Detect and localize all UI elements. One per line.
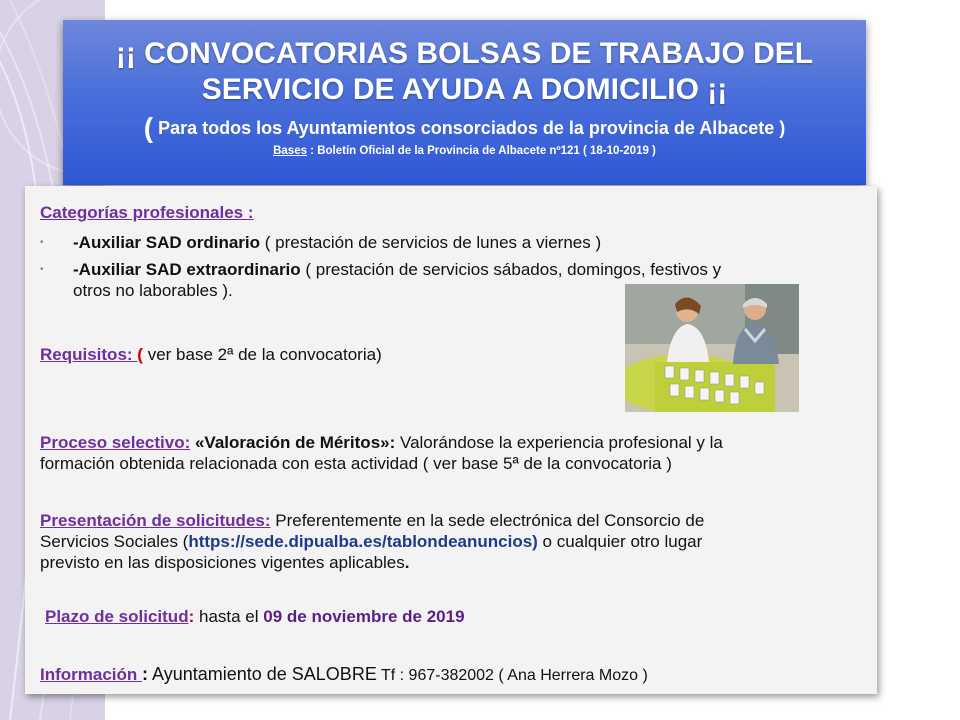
banner-title-line2: SERVICIO DE AYUDA A DOMICILIO ¡¡ xyxy=(201,73,728,106)
banner-subtitle xyxy=(63,112,866,144)
bullet-icon: • xyxy=(40,237,44,248)
bullet-icon: • xyxy=(40,264,44,275)
requisitos-label: Requisitos: xyxy=(40,345,138,364)
plazo-text: hasta el xyxy=(194,607,264,626)
proceso-bold: «Valoración de Méritos»: xyxy=(190,433,396,452)
plazo-section xyxy=(45,606,465,627)
banner-bases xyxy=(63,145,866,157)
categoria-extraordinario-title: -Auxiliar SAD extraordinario xyxy=(73,260,301,279)
plazo-date: 09 de noviembre de 2019 xyxy=(263,607,465,626)
presentacion-text: Preferentemente en la sede electrónica del Consorcio de xyxy=(270,511,705,530)
bases-text: : Boletín Oficial de la Provincia de Albacete nº121 ( 18-10-2019 ) xyxy=(306,145,656,157)
proceso-text: Valorándose la experiencia profesional y la xyxy=(395,433,723,452)
categorias-heading xyxy=(40,202,254,223)
plazo-label: Plazo de solicitud xyxy=(45,607,189,626)
requisitos-text: ver base 2ª de la convocatoria) xyxy=(142,345,382,364)
banner-subtitle-text: Para todos los Ayuntamientos consorciados de la provincia de Albacete ) xyxy=(153,118,786,138)
proceso-section xyxy=(40,432,870,474)
presentacion-text2a: Servicios Sociales ( xyxy=(40,532,189,551)
categorias-label: Categorías profesionales : xyxy=(40,203,254,222)
categoria-ordinario-title: -Auxiliar SAD ordinario xyxy=(73,233,261,252)
informacion-text: Ayuntamiento de SALOBRE xyxy=(148,664,377,684)
informacion-colon: : xyxy=(142,664,149,684)
informacion-phone: Tf : 967-382002 ( Ana Herrera Mozo ) xyxy=(376,667,648,684)
plazo-colon: : xyxy=(188,607,195,626)
categoria-item-ordinario xyxy=(73,232,863,253)
informacion-section xyxy=(40,664,648,686)
sede-electronica-link[interactable]: https://sede.dipualba.es/tablondeanuncios) xyxy=(188,532,538,551)
banner-subtitle-paren: ( xyxy=(143,112,154,143)
bases-label: Bases xyxy=(273,145,307,157)
requisitos-section xyxy=(40,344,382,365)
title-banner xyxy=(63,20,866,185)
informacion-label: Información xyxy=(40,665,143,684)
presentacion-text3: previsto en las disposiciones vigentes aplicables xyxy=(40,553,405,572)
categoria-extraordinario-desc: ( prestación de servicios sábados, domingos, festivos y xyxy=(300,260,722,279)
proceso-label: Proceso selectivo: xyxy=(40,433,191,452)
banner-title-line1: ¡¡ CONVOCATORIAS BOLSAS DE TRABAJO DEL xyxy=(115,37,814,70)
content-panel xyxy=(25,186,877,694)
caregiver-photo xyxy=(625,284,799,412)
presentacion-section xyxy=(40,510,870,573)
requisitos-paren: ( xyxy=(137,345,143,364)
presentacion-text3-end: . xyxy=(404,553,410,572)
categoria-ordinario-desc: ( prestación de servicios de lunes a viernes ) xyxy=(260,233,602,252)
presentacion-label: Presentación de solicitudes: xyxy=(40,511,271,530)
categoria-extraordinario-desc2: otros no laborables ). xyxy=(73,281,233,300)
presentacion-text2b: o cualquier otro lugar xyxy=(537,532,703,551)
proceso-text2: formación obtenida relacionada con esta actividad ( ver base 5ª de la convocatoria ) xyxy=(40,454,672,473)
